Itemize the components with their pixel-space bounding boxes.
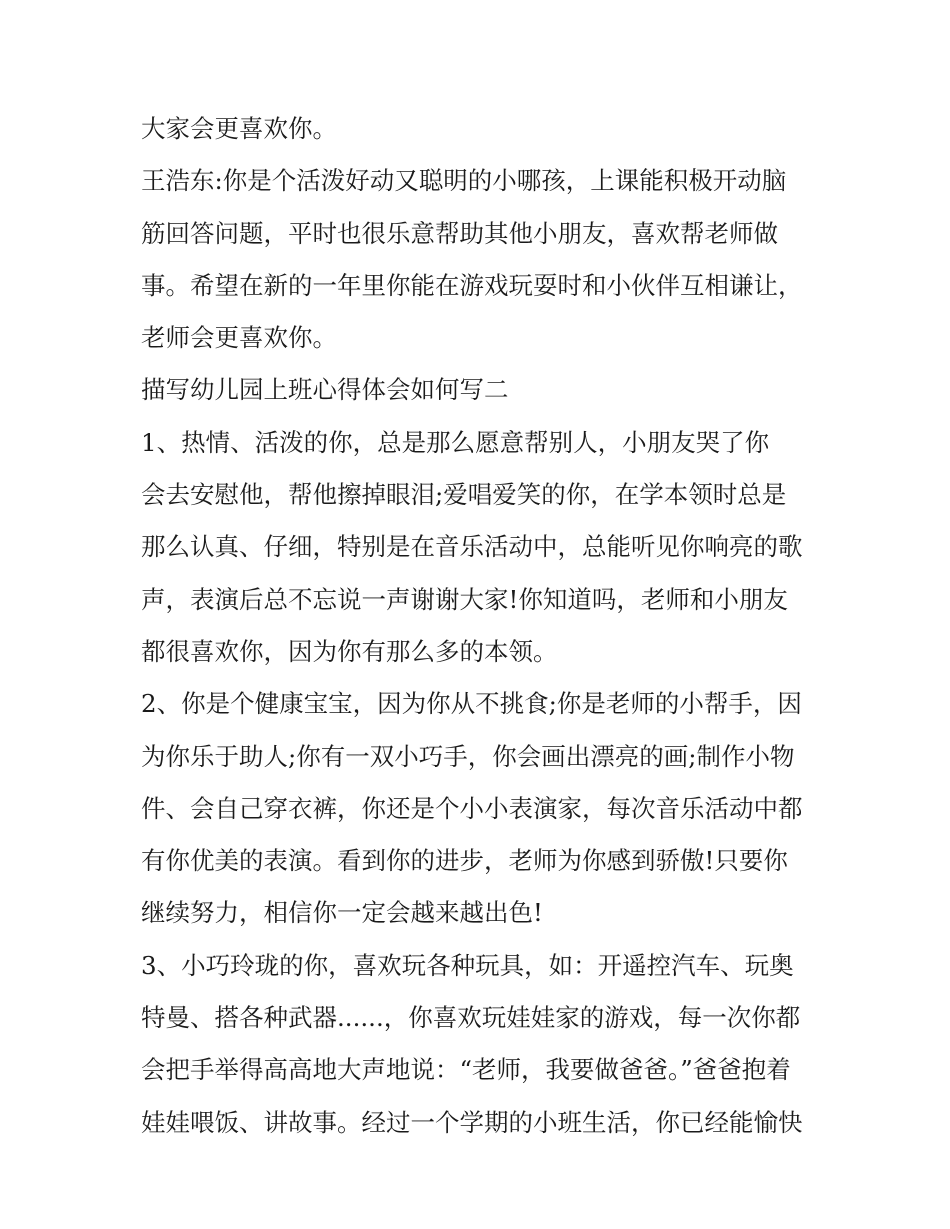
text-line: 声，表演后总不忘说一声谢谢大家!你知道吗，老师和小朋友 <box>141 584 788 614</box>
text-line: 会把手举得高高地大声地说：“老师，我要做爸爸。”爸爸抱着 <box>141 1055 791 1085</box>
text-line: 娃娃喂饭、讲故事。经过一个学期的小班生活，你已经能愉快 <box>141 1107 803 1137</box>
text-line: 1、热情、活泼的你，总是那么愿意帮别人，小朋友哭了你 <box>141 427 770 457</box>
text-line: 会去安慰他，帮他擦掉眼泪;爱唱爱笑的你，在学本领时总是 <box>141 480 787 510</box>
text-line: 3、小巧玲珑的你，喜欢玩各种玩具，如：开遥控汽车、玩奥 <box>141 950 794 980</box>
document-body <box>141 103 821 1149</box>
text-line: 2、你是个健康宝宝，因为你从不挑食;你是老师的小帮手，因 <box>141 689 802 719</box>
text-line: 事。希望在新的一年里你能在游戏玩耍时和小伙伴互相谦让， <box>141 270 803 300</box>
section-heading: 描写幼儿园上班心得体会如何写二 <box>141 375 509 405</box>
text-line: 为你乐于助人;你有一双小巧手，你会画出漂亮的画;制作小物 <box>141 741 795 771</box>
text-line: 继续努力，相信你一定会越来越出色! <box>141 898 543 928</box>
text-line: 都很喜欢你，因为你有那么多的本领。 <box>141 636 558 666</box>
text-line: 特曼、搭各种武器......，你喜欢玩娃娃家的游戏，每一次你都 <box>141 1003 801 1033</box>
text-line: 件、会自己穿衣裤，你还是个小小表演家，每次音乐活动中都 <box>141 793 803 823</box>
text-line: 筋回答问题，平时也很乐意帮助其他小朋友，喜欢帮老师做 <box>141 218 778 248</box>
text-line: 有你优美的表演。看到你的进步，老师为你感到骄傲!只要你 <box>141 846 788 876</box>
text-line: 老师会更喜欢你。 <box>141 323 337 353</box>
text-line: 大家会更喜欢你。 <box>141 114 337 143</box>
text-line: 王浩东:你是个活泼好动又聪明的小哪孩，上课能积极开动脑 <box>141 166 787 196</box>
text-line: 那么认真、仔细，特别是在音乐活动中，总能听见你响亮的歌 <box>141 532 803 562</box>
